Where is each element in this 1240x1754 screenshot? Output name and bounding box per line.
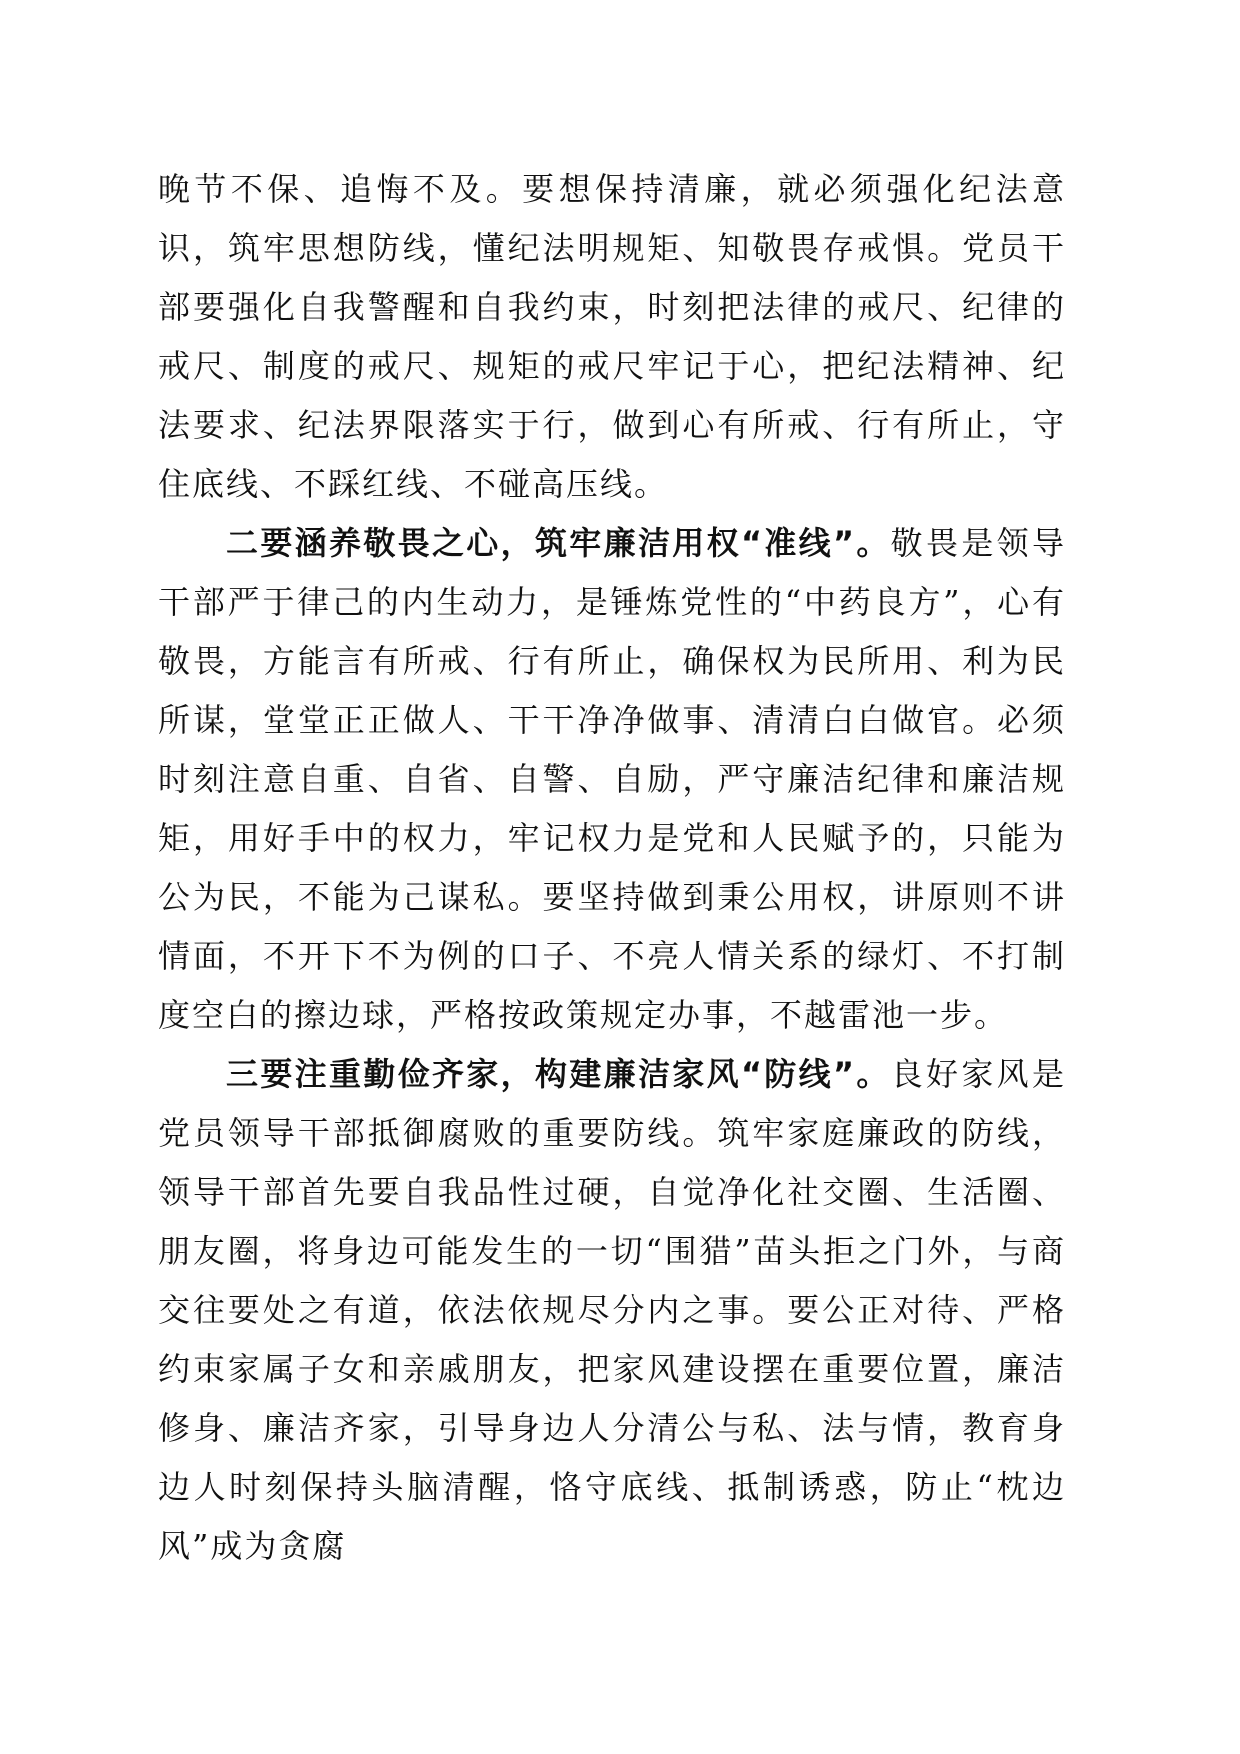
paragraph-2-heading: 二要涵养敬畏之心，筑牢廉洁用权“准线”。 — [226, 524, 891, 562]
paragraph-1-text: 晚节不保、追悔不及。要想保持清廉，就必须强化纪法意识，筑牢思想防线，懂纪法明规矩、知敬畏存戒惧。党员干部要强化自我警醒和自我约束，时刻把法律的戒尺、纪律的戒尺、制度的戒尺、规矩的戒尺牢记于心，把纪法精神、纪法要求、纪法界限落实于行，做到心有所戒、行有所止，守住底线、不踩红线、不碰高压线。 — [158, 170, 1066, 503]
paragraph-3-heading: 三要注重勤俭齐家，构建廉洁家风“防线”。 — [226, 1055, 891, 1093]
paragraph-3 — [158, 1045, 1066, 1576]
paragraph-1 — [158, 160, 1066, 514]
paragraph-3-text: 良好家风是党员领导干部抵御腐败的重要防线。筑牢家庭廉政的防线，领导干部首先要自我品性过硬，自觉净化社交圈、生活圈、朋友圈，将身边可能发生的一切“围猎”苗头拒之门外，与商交往要处之有道，依法依规尽分内之事。要公正对待、严格约束家属子女和亲戚朋友，把家风建设摆在重要位置，廉洁修身、廉洁齐家，引导身边人分清公与私、法与情，教育身边人时刻保持头脑清醒，恪守底线、抵制诱惑，防止“枕边风”成为贪腐 — [158, 1055, 1066, 1565]
paragraph-2-text: 敬畏是领导干部严于律己的内生动力，是锤炼党性的“中药良方”，心有敬畏，方能言有所戒、行有所止，确保权为民所用、利为民所谋，堂堂正正做人、干干净净做事、清清白白做官。必须时刻注意自重、自省、自警、自励，严守廉洁纪律和廉洁规矩，用好手中的权力，牢记权力是党和人民赋予的，只能为公为民，不能为己谋私。要坚持做到秉公用权，讲原则不讲情面，不开下不为例的口子、不亮人情关系的绿灯、不打制度空白的擦边球，严格按政策规定办事，不越雷池一步。 — [158, 524, 1066, 1034]
paragraph-2 — [158, 514, 1066, 1045]
document-body — [158, 160, 1066, 1576]
